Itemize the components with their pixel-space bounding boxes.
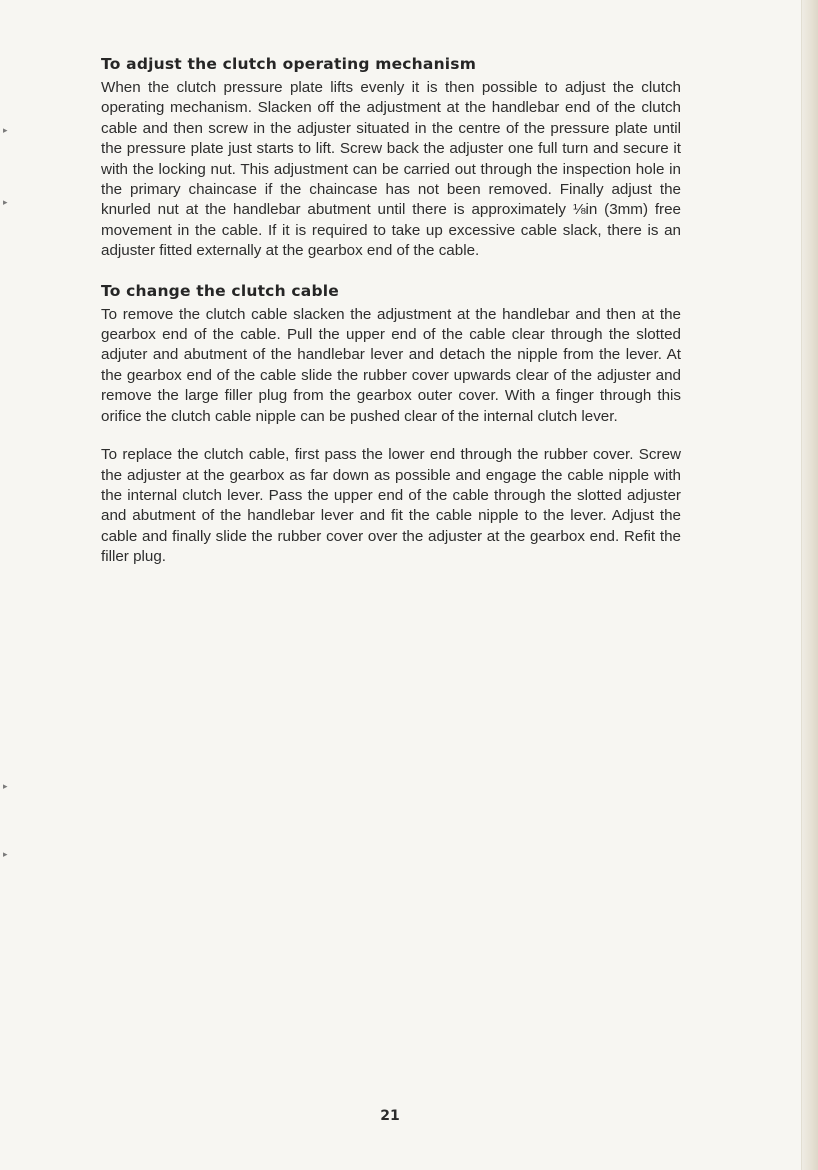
section-heading-change-cable: To change the clutch cable bbox=[101, 281, 339, 300]
paragraph-remove-cable: To remove the clutch cable slacken the adjustment at the handlebar and then at the gearbox end of the cable. Pull the upper end of the cable clear through the slotted adjuter and abutment of the handlebar lever and detach the nipple from the lever. At the gearbox end of the cable slide the rubber cover upwards clear of the adjuster and remove the large filler plug from the gearbox outer cover. With a finger through this orifice the clutch cable nipple can be pushed clear of the internal clutch lever. bbox=[101, 305, 681, 425]
paragraph-replace-cable: To replace the clutch cable, first pass the lower end through the rubber cover. Screw the adjuster at the gearbox as far down as possible and engage the cable nipple with the internal clutch lever. Pass the upper end of the cable through the slotted adjuster and abutment of the handlebar lever and fit the cable nipple to the lever. Adjust the cable and finally slide the rubber cover over the adjuster at the gearbox end. Refit the filler plug. bbox=[101, 446, 681, 566]
binding-mark: ▸ bbox=[3, 198, 8, 208]
binding-mark: ▸ bbox=[3, 850, 8, 860]
binding-mark: ▸ bbox=[3, 782, 8, 792]
page-content bbox=[101, 55, 681, 568]
page-edge bbox=[802, 0, 818, 1170]
binding-mark: ▸ bbox=[3, 126, 8, 136]
section-heading-adjust-clutch: To adjust the clutch operating mechanism bbox=[101, 55, 477, 73]
paragraph-adjust-clutch: When the clutch pressure plate lifts evenly it is then possible to adjust the clutch operating mechanism. Slacken off the adjustment at the handlebar end of the clutch cable and then screw in the adjuster situated in the centre of the pressure plate until the pressure plate just starts to lift. Screw back the adjuster one full turn and secure it with the locking nut. This adjustment can be carried out through the inspection hole in the primary chaincase if the chaincase has not been removed. Finally adjust the knurled nut at the handlebar abutment until there is approximately ⅛in (3mm) free movement in the cable. If it is required to take up excessive cable slack, there is an adjuster fitted externally at the gearbox end of the cable. bbox=[101, 79, 681, 260]
section-spacer bbox=[101, 262, 681, 282]
paragraph-spacer bbox=[101, 427, 681, 445]
page-number: 21 bbox=[380, 1108, 400, 1124]
